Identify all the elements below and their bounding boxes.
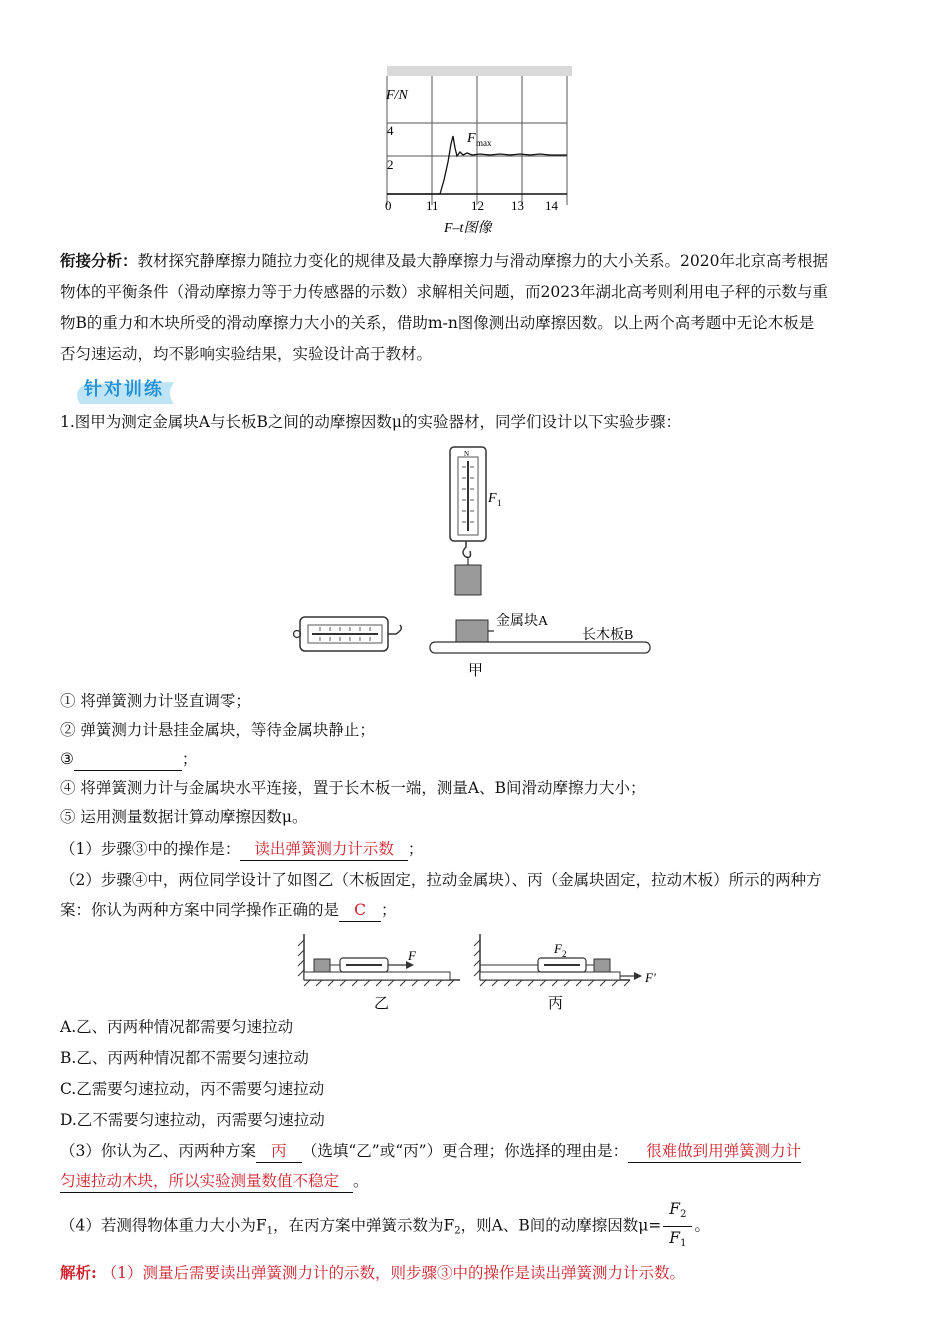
long-board-b (430, 642, 650, 653)
horizontal-spring-scale (294, 617, 402, 651)
q1-prefix: （1）步骤③中的操作是： (60, 840, 241, 858)
graph-caption: F–t图像 (444, 221, 492, 236)
bing-spring-label: F (554, 941, 562, 956)
q3-prefix: （3）你认为乙、丙两种方案 (60, 1142, 256, 1160)
scale-letter: N (464, 450, 470, 458)
graph-header-bar (387, 66, 572, 76)
section-title: 针对训练 (84, 379, 164, 400)
graph-y-tick: 2 (387, 157, 394, 172)
q2-line-2 (60, 899, 397, 922)
q4-sub-1: 1 (266, 1225, 273, 1237)
step-3-tail: ； (181, 750, 198, 768)
force-time-graph (380, 60, 580, 240)
figure-yi (298, 934, 460, 986)
q4-sub-2: 2 (454, 1225, 461, 1237)
peak-label-sub: max (476, 138, 492, 148)
frac-num: F (669, 1200, 681, 1218)
yi-caption: 乙 (374, 996, 390, 1012)
graph-x-tick: 13 (511, 198, 524, 213)
frac-den: F (669, 1229, 681, 1247)
step-3-blank (74, 748, 182, 771)
graph-y-tick: 4 (387, 123, 394, 138)
q3-reason-1: 很难做到用弹簧测力计 (628, 1140, 801, 1163)
option-a: A.乙、丙两种情况都需要匀速拉动 (60, 1018, 294, 1036)
sub-question-4 (60, 1198, 710, 1255)
bing-caption: 丙 (548, 996, 564, 1012)
q2-suffix: ； (381, 901, 397, 919)
step-5: ⑤ 运用测量数据计算动摩擦因数μ。 (60, 808, 308, 826)
analysis-label: 衔接分析： (60, 251, 138, 270)
question-stem: 1.图甲为测定金属块A与长板B之间的动摩擦因数μ的实验器材，同学们设计以下实验步骤： (60, 413, 681, 431)
q3-end: 。 (353, 1172, 369, 1190)
step-3-num: ③ (60, 750, 74, 768)
solution-label: 解析: (60, 1263, 97, 1282)
q1-answer: 读出弹簧测力计示数 (240, 838, 408, 861)
hanging-spring-scale (450, 447, 486, 595)
yi-force-label: F (408, 948, 416, 963)
q2-line-1: （2）步骤④中，两位同学设计了如图乙（木板固定，拉动金属块）、丙（金属块固定，拉动木板）所示的两种方 (60, 871, 822, 889)
solution-text: （1）测量后需要读出弹簧测力计的示数，则步骤③中的操作是读出弹簧测力计示数。 (101, 1264, 686, 1282)
analysis-line: 物B的重力和木块所受的滑动摩擦力大小的关系，借助m-n图像测出动摩擦因数。以上两个高考题中无论木板是 (60, 314, 815, 332)
graph-x-tick: 12 (471, 198, 484, 213)
peak-label: F (467, 131, 476, 146)
analysis-line: 否匀速运动，均不影响实验结果，实验设计高于教材。 (60, 345, 433, 363)
analysis-line: 物体的平衡条件（滑动摩擦力等于力传感器的示数）求解相关问题，而2023年湖北高考则利用电子秤的示数与重 (60, 283, 828, 301)
option-c: C.乙需要匀速拉动，丙不需要匀速拉动 (60, 1080, 325, 1098)
q4-end: 。 (694, 1216, 710, 1235)
q3-line-1 (60, 1140, 801, 1163)
step-4: ④ 将弹簧测力计与金属块水平连接，置于长木板一端，测量A、B间滑动摩擦力大小； (60, 779, 646, 797)
q2-answer: C (339, 899, 381, 922)
q2-prefix: 案：你认为两种方案中同学操作正确的是 (60, 901, 340, 919)
analysis-block (60, 245, 892, 370)
q3-reason-2: 匀速拉动木块，所以实验测量数值不稳定 (60, 1170, 353, 1193)
graph-x-tick: 0 (385, 198, 392, 213)
metal-block-a (456, 620, 488, 642)
figure-caption: 甲 (468, 663, 484, 679)
option-b: B.乙、丙两种情况都不需要匀速拉动 (60, 1049, 309, 1067)
q3-mid: （选填“乙”或“丙”）更合理；你选择的理由是： (301, 1142, 629, 1160)
frac-den-sub: 1 (680, 1238, 687, 1249)
sub-question-1 (60, 838, 423, 861)
q4-prefix: （4）若测得物体重力大小为F (60, 1216, 267, 1235)
option-d: D.乙不需要匀速拉动，丙需要匀速拉动 (60, 1111, 325, 1129)
q4-mid: ，在丙方案中弹簧示数为F (273, 1216, 455, 1235)
spring-force-sub: 1 (497, 498, 502, 508)
analysis-line: 教材探究静摩擦力随拉力变化的规律及最大静摩擦力与滑动摩擦力的大小关系。2020年北京高考根据 (137, 252, 828, 270)
solution-line (60, 1262, 685, 1284)
bing-spring-sub: 2 (562, 949, 567, 959)
frac-num-sub: 2 (680, 1209, 687, 1220)
q1-suffix: ； (407, 840, 424, 858)
block-label: 金属块A (496, 614, 549, 629)
step-1: ① 将弹簧测力计竖直调零； (60, 692, 251, 710)
q4-tail: ，则A、B间的动摩擦因数μ= (460, 1216, 662, 1235)
board-label: 长木板B (582, 628, 634, 643)
spring-force-label: F (488, 491, 497, 506)
mu-fraction (663, 1198, 692, 1255)
step-3 (60, 748, 197, 771)
step-2: ② 弹簧测力计悬挂金属块，等待金属块静止； (60, 721, 375, 739)
graph-x-tick: 14 (545, 198, 558, 213)
figure-jia (290, 445, 670, 685)
bing-force-label: F′ (645, 970, 656, 985)
q3-answer: 丙 (256, 1140, 302, 1163)
figures-yi-bing (290, 930, 670, 1012)
q3-line-2 (60, 1170, 369, 1193)
graph-x-tick: 11 (426, 198, 439, 213)
section-banner (62, 372, 182, 406)
graph-y-unit: F/N (386, 88, 408, 103)
